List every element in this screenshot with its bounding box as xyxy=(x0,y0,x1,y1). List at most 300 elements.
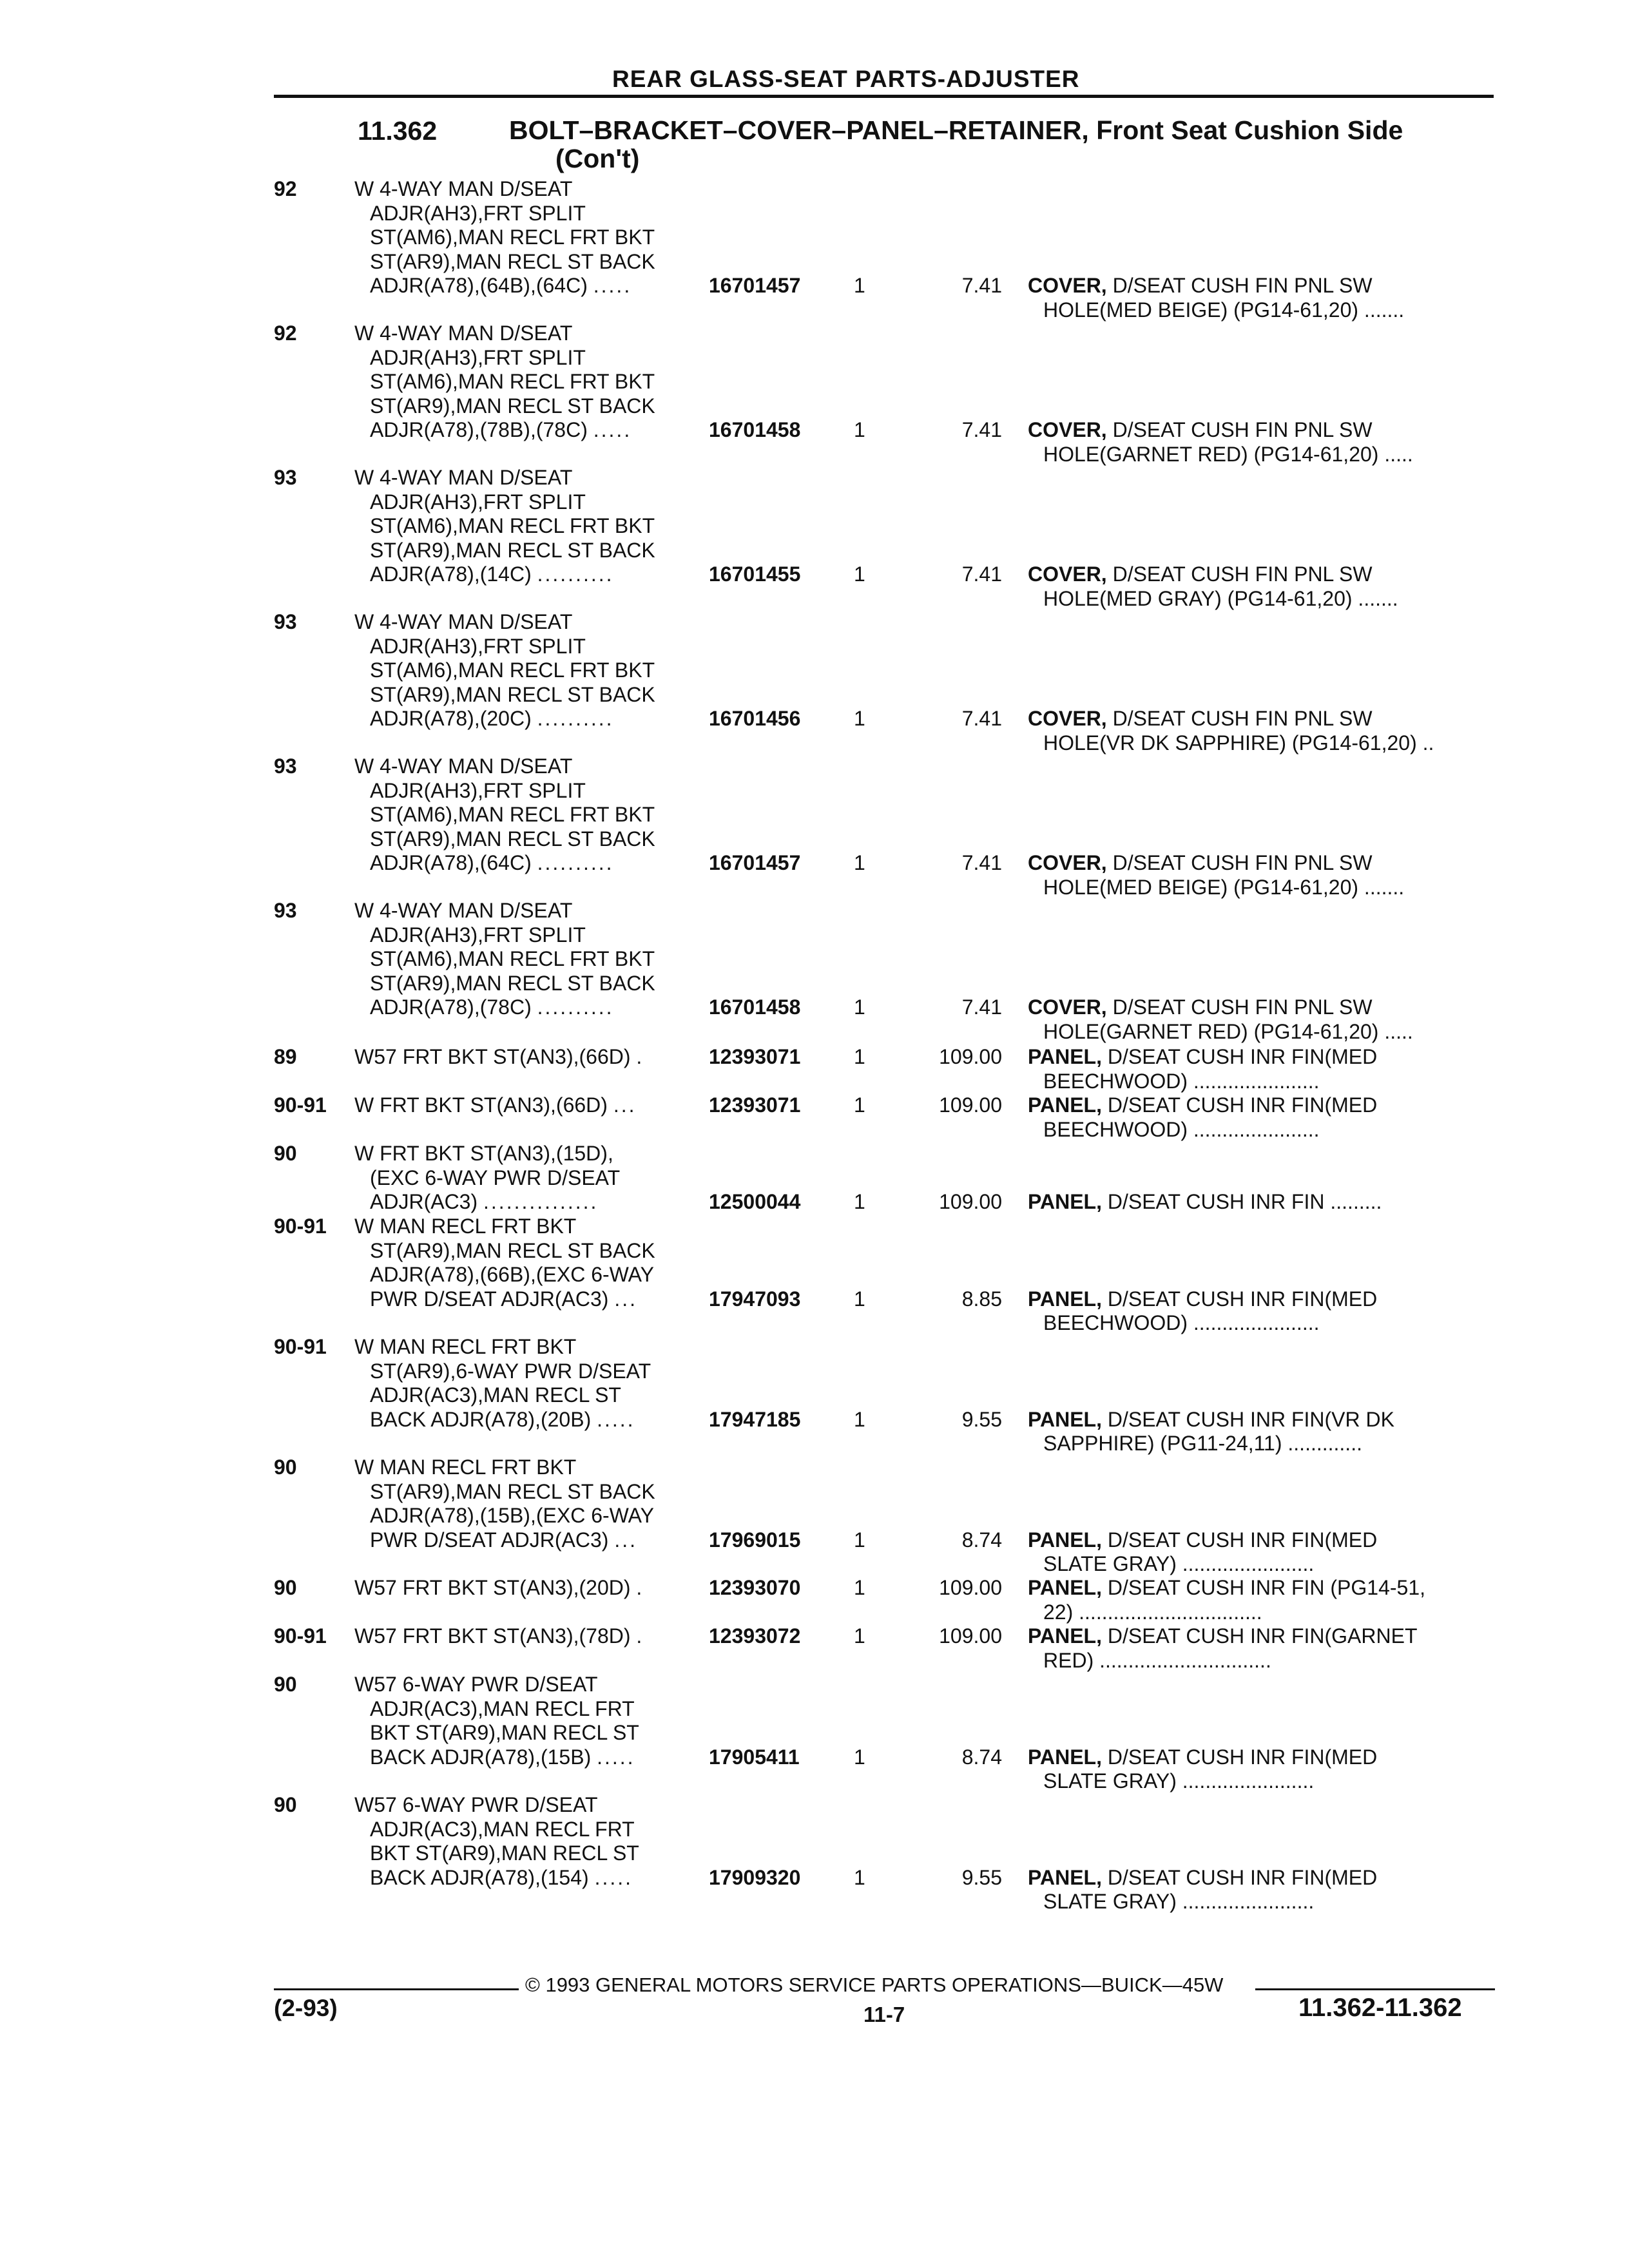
part-description xyxy=(1028,418,1505,466)
parts-row xyxy=(0,177,1629,322)
usage-text: W MAN RECL FRT BKT xyxy=(354,1456,577,1479)
usage-text: W MAN RECL FRT BKT xyxy=(354,1335,577,1358)
usage-description xyxy=(354,1673,702,1769)
leader-dots: ... xyxy=(613,1093,637,1117)
ref-number: 93 xyxy=(274,610,297,633)
quantity: 1 xyxy=(854,851,865,874)
part-line xyxy=(1028,1552,1505,1577)
usage-text: ST(AR9),6-WAY PWR D/SEAT xyxy=(370,1359,651,1383)
quantity: 1 xyxy=(854,1528,865,1552)
usage-line xyxy=(354,1673,702,1697)
usage-text: ST(AM6),MAN RECL FRT BKT xyxy=(370,514,655,537)
part-name: COVER, xyxy=(1028,995,1107,1019)
quantity: 1 xyxy=(854,1407,865,1431)
usage-description xyxy=(354,899,702,1020)
part-detail: D/SEAT CUSH FIN PNL SW xyxy=(1112,418,1373,441)
part-description xyxy=(1028,1624,1505,1673)
usage-line xyxy=(354,394,702,419)
usage-text: W 4-WAY MAN D/SEAT xyxy=(354,177,573,200)
leader-dots: ............... xyxy=(483,1190,599,1213)
leader-dots: .............................. xyxy=(1099,1648,1271,1672)
ref-number: 90 xyxy=(274,1456,297,1479)
part-number: 16701457 xyxy=(709,274,801,297)
part-detail-cont: HOLE(GARNET RED) (PG14-61,20) xyxy=(1043,442,1379,466)
usage-text: ST(AM6),MAN RECL FRT BKT xyxy=(370,658,655,682)
usage-line xyxy=(354,1866,702,1890)
part-detail: D/SEAT CUSH INR FIN(GARNET xyxy=(1107,1624,1418,1648)
usage-text: ST(AM6),MAN RECL FRT BKT xyxy=(370,803,655,826)
usage-line xyxy=(354,370,702,394)
part-detail-cont: SLATE GRAY) xyxy=(1043,1769,1177,1792)
usage-text: ADJR(AH3),FRT SPLIT xyxy=(370,201,586,225)
usage-description xyxy=(354,754,702,876)
part-line xyxy=(1028,1624,1505,1649)
part-number: 17909320 xyxy=(709,1865,801,1889)
part-detail: D/SEAT CUSH INR FIN (PG14-51, xyxy=(1107,1576,1425,1599)
price: 109.00 xyxy=(939,1190,1002,1213)
quantity: 1 xyxy=(854,1190,865,1213)
usage-text: W57 FRT BKT ST(AN3),(78D) xyxy=(354,1624,631,1648)
usage-text: ST(AR9),MAN RECL ST BACK xyxy=(370,394,655,418)
usage-line xyxy=(354,1287,702,1312)
price: 8.85 xyxy=(961,1287,1002,1311)
leader-dots: .......... xyxy=(537,995,614,1019)
usage-text: W57 FRT BKT ST(AN3),(20D) xyxy=(354,1576,631,1599)
usage-line xyxy=(354,610,702,635)
usage-line xyxy=(354,226,702,250)
part-line xyxy=(1028,562,1505,587)
parts-row xyxy=(0,899,1629,1044)
part-line xyxy=(1028,418,1505,443)
leader-dots: ..... xyxy=(593,418,632,441)
leader-dots: . xyxy=(636,1576,644,1599)
usage-line xyxy=(354,658,702,683)
usage-description xyxy=(354,1793,702,1890)
part-description xyxy=(1028,1866,1505,1914)
part-line xyxy=(1028,1890,1505,1914)
part-name: PANEL, xyxy=(1028,1745,1102,1769)
usage-line xyxy=(354,923,702,948)
leader-dots: .......... xyxy=(537,562,614,586)
part-number: 16701456 xyxy=(709,707,801,730)
usage-text: W 4-WAY MAN D/SEAT xyxy=(354,322,573,345)
usage-line xyxy=(354,972,702,996)
part-name: PANEL, xyxy=(1028,1576,1102,1599)
usage-text: W FRT BKT ST(AN3),(66D) xyxy=(354,1093,608,1117)
part-description xyxy=(1028,1408,1505,1456)
part-detail: D/SEAT CUSH INR FIN(MED xyxy=(1107,1865,1378,1889)
usage-line xyxy=(354,1166,702,1191)
part-detail-cont: 22) xyxy=(1043,1600,1074,1624)
part-detail: D/SEAT CUSH INR FIN(MED xyxy=(1107,1528,1378,1552)
quantity: 1 xyxy=(854,1624,865,1648)
price: 7.41 xyxy=(961,562,1002,586)
usage-line xyxy=(354,1576,702,1600)
part-detail: D/SEAT CUSH FIN PNL SW xyxy=(1112,995,1373,1019)
parts-row xyxy=(0,466,1629,611)
leader-dots: ....................... xyxy=(1182,1890,1315,1913)
part-line xyxy=(1028,995,1505,1020)
leader-dots: ...................... xyxy=(1193,1311,1320,1334)
footer-date: (2-93) xyxy=(274,1995,338,2021)
ref-number: 90 xyxy=(274,1142,297,1165)
usage-text: ADJR(AH3),FRT SPLIT xyxy=(370,490,586,514)
part-description xyxy=(1028,851,1505,899)
part-name: PANEL, xyxy=(1028,1045,1102,1068)
part-name: COVER, xyxy=(1028,274,1107,297)
usage-line xyxy=(354,346,702,370)
usage-line xyxy=(354,827,702,852)
part-line xyxy=(1028,707,1505,731)
part-number: 17905411 xyxy=(709,1745,800,1769)
usage-text: ST(AR9),MAN RECL ST BACK xyxy=(370,827,655,850)
usage-description xyxy=(354,1045,702,1070)
leader-dots: ... xyxy=(614,1528,637,1552)
usage-text: BACK ADJR(A78),(154) xyxy=(370,1865,589,1889)
part-detail: D/SEAT CUSH FIN PNL SW xyxy=(1112,851,1373,874)
leader-dots: ....... xyxy=(1358,586,1398,610)
usage-text: ST(AR9),MAN RECL ST BACK xyxy=(370,971,655,995)
part-line xyxy=(1028,443,1505,467)
ref-number: 93 xyxy=(274,466,297,489)
part-line xyxy=(1028,1745,1505,1770)
price: 109.00 xyxy=(939,1045,1002,1068)
part-description xyxy=(1028,1287,1505,1336)
part-description xyxy=(1028,1745,1505,1794)
usage-text: ADJR(AH3),FRT SPLIT xyxy=(370,634,586,658)
part-name: PANEL, xyxy=(1028,1624,1102,1648)
usage-line xyxy=(354,1215,702,1239)
usage-text: W 4-WAY MAN D/SEAT xyxy=(354,466,573,489)
usage-text: PWR D/SEAT ADJR(AC3) xyxy=(370,1528,609,1552)
part-name: COVER, xyxy=(1028,562,1107,586)
leader-dots: ..... xyxy=(1384,1019,1413,1043)
usage-line xyxy=(354,1190,702,1215)
part-detail: D/SEAT CUSH INR FIN(MED xyxy=(1107,1093,1378,1117)
leader-dots: ......... xyxy=(1330,1190,1382,1213)
parts-row xyxy=(0,1045,1629,1093)
usage-text: ST(AM6),MAN RECL FRT BKT xyxy=(370,947,655,970)
part-line xyxy=(1028,1118,1505,1142)
part-detail: D/SEAT CUSH INR FIN(MED xyxy=(1107,1287,1378,1311)
leader-dots: . xyxy=(636,1624,644,1648)
usage-line xyxy=(354,899,702,923)
leader-dots: ... xyxy=(614,1287,637,1311)
usage-description xyxy=(354,1624,702,1649)
usage-line xyxy=(354,851,702,876)
price: 9.55 xyxy=(961,1407,1002,1431)
usage-text: ADJR(AH3),FRT SPLIT xyxy=(370,345,586,369)
leader-dots: ..... xyxy=(1384,442,1413,466)
usage-line xyxy=(354,177,702,202)
parts-row xyxy=(0,1456,1629,1577)
part-line xyxy=(1028,1311,1505,1336)
footer-rule-right xyxy=(1255,1988,1495,1990)
usage-description xyxy=(354,1215,702,1311)
price: 8.74 xyxy=(961,1745,1002,1769)
usage-description xyxy=(354,1456,702,1552)
price: 7.41 xyxy=(961,995,1002,1019)
usage-line xyxy=(354,202,702,226)
usage-text: BACK ADJR(A78),(20B) xyxy=(370,1407,592,1431)
usage-description xyxy=(354,1142,702,1215)
ref-number: 92 xyxy=(274,177,297,200)
usage-line xyxy=(354,1528,702,1553)
usage-description xyxy=(354,466,702,587)
usage-line xyxy=(354,1093,702,1118)
ref-number: 90-91 xyxy=(274,1335,327,1358)
usage-text: ADJR(A78),(64C) xyxy=(370,851,532,874)
page-header: REAR GLASS-SEAT PARTS-ADJUSTER xyxy=(612,66,1080,92)
ref-number: 90-91 xyxy=(274,1624,327,1648)
price: 109.00 xyxy=(939,1576,1002,1599)
part-number: 16701458 xyxy=(709,418,801,441)
usage-line xyxy=(354,1335,702,1360)
usage-description xyxy=(354,610,702,731)
quantity: 1 xyxy=(854,1093,865,1117)
usage-text: ST(AM6),MAN RECL FRT BKT xyxy=(370,226,655,249)
part-line xyxy=(1028,1190,1505,1215)
part-detail-cont: SAPPHIRE) (PG11-24,11) xyxy=(1043,1432,1282,1455)
usage-line xyxy=(354,1480,702,1504)
ref-number: 89 xyxy=(274,1045,297,1068)
usage-text: ADJR(A78),(14C) xyxy=(370,562,532,586)
usage-line xyxy=(354,947,702,972)
quantity: 1 xyxy=(854,995,865,1019)
ref-number: 90-91 xyxy=(274,1093,327,1117)
part-line xyxy=(1028,1408,1505,1432)
usage-text: ST(AR9),MAN RECL ST BACK xyxy=(370,1238,655,1262)
usage-text: ADJR(A78),(66B),(EXC 6-WAY xyxy=(370,1263,654,1286)
usage-text: ADJR(AC3),MAN RECL FRT xyxy=(370,1817,635,1841)
usage-text: ADJR(A78),(78C) xyxy=(370,995,532,1019)
leader-dots: .......... xyxy=(537,851,614,874)
usage-text: ST(AR9),MAN RECL ST BACK xyxy=(370,249,655,273)
usage-line xyxy=(354,539,702,563)
part-number: 12393071 xyxy=(709,1045,801,1068)
usage-text: ADJR(AH3),FRT SPLIT xyxy=(370,923,586,947)
leader-dots: ...................... xyxy=(1193,1069,1320,1093)
usage-line xyxy=(354,1697,702,1722)
ref-number: 90 xyxy=(274,1576,297,1599)
usage-text: W57 FRT BKT ST(AN3),(66D) xyxy=(354,1045,631,1068)
usage-text: ST(AR9),MAN RECL ST BACK xyxy=(370,1479,655,1503)
parts-row xyxy=(0,1576,1629,1624)
usage-text: W FRT BKT ST(AN3),(15D), xyxy=(354,1142,613,1165)
leader-dots: .......... xyxy=(537,707,614,730)
usage-line xyxy=(354,635,702,659)
price: 109.00 xyxy=(939,1093,1002,1117)
part-line xyxy=(1028,587,1505,611)
part-description xyxy=(1028,1045,1505,1093)
usage-line xyxy=(354,803,702,827)
price: 109.00 xyxy=(939,1624,1002,1648)
quantity: 1 xyxy=(854,1576,865,1599)
part-number: 17947093 xyxy=(709,1287,801,1311)
part-detail: D/SEAT CUSH FIN PNL SW xyxy=(1112,274,1373,297)
footer-section-range: 11.362-11.362 xyxy=(1298,1994,1462,2022)
usage-line xyxy=(354,995,702,1020)
part-line xyxy=(1028,1866,1505,1890)
part-name: PANEL, xyxy=(1028,1865,1102,1889)
ref-number: 90 xyxy=(274,1673,297,1696)
usage-line xyxy=(354,490,702,515)
usage-line xyxy=(354,1745,702,1770)
footer-copyright: © 1993 GENERAL MOTORS SERVICE PARTS OPERATIONS—BUICK—45W xyxy=(525,1974,1224,1996)
usage-line xyxy=(354,1239,702,1264)
parts-row xyxy=(0,1673,1629,1794)
usage-line xyxy=(354,322,702,346)
usage-text: W 4-WAY MAN D/SEAT xyxy=(354,610,573,633)
usage-line xyxy=(354,250,702,274)
part-number: 17947185 xyxy=(709,1407,801,1431)
part-detail-cont: HOLE(VR DK SAPPHIRE) (PG14-61,20) xyxy=(1043,731,1417,754)
part-line xyxy=(1028,298,1505,323)
part-name: PANEL, xyxy=(1028,1190,1102,1213)
part-description xyxy=(1028,1093,1505,1142)
part-detail: D/SEAT CUSH FIN PNL SW xyxy=(1112,562,1373,586)
part-number: 12393072 xyxy=(709,1624,801,1648)
leader-dots: ....... xyxy=(1364,875,1405,899)
part-line xyxy=(1028,1649,1505,1673)
quantity: 1 xyxy=(854,1865,865,1889)
parts-row xyxy=(0,1793,1629,1914)
part-description xyxy=(1028,274,1505,322)
ref-number: 90 xyxy=(274,1793,297,1816)
part-description xyxy=(1028,562,1505,611)
part-description xyxy=(1028,707,1505,755)
part-detail-cont: RED) xyxy=(1043,1648,1094,1672)
part-line xyxy=(1028,1600,1505,1625)
usage-text: W MAN RECL FRT BKT xyxy=(354,1215,577,1238)
usage-line xyxy=(354,1624,702,1649)
part-detail-cont: HOLE(MED BEIGE) (PG14-61,20) xyxy=(1043,298,1359,322)
usage-text: ST(AR9),MAN RECL ST BACK xyxy=(370,538,655,562)
usage-text: W 4-WAY MAN D/SEAT xyxy=(354,899,573,922)
part-name: COVER, xyxy=(1028,707,1107,730)
part-line xyxy=(1028,274,1505,298)
usage-text: (EXC 6-WAY PWR D/SEAT xyxy=(370,1166,621,1189)
part-line xyxy=(1028,1070,1505,1094)
part-line xyxy=(1028,1093,1505,1118)
parts-row xyxy=(0,322,1629,466)
usage-text: ADJR(AC3),MAN RECL ST xyxy=(370,1383,621,1407)
ref-number: 93 xyxy=(274,899,297,922)
part-detail-cont: SLATE GRAY) xyxy=(1043,1552,1177,1575)
part-number: 12393071 xyxy=(709,1093,801,1117)
price: 7.41 xyxy=(961,851,1002,874)
quantity: 1 xyxy=(854,707,865,730)
part-line xyxy=(1028,731,1505,756)
part-detail: D/SEAT CUSH FIN PNL SW xyxy=(1112,707,1373,730)
leader-dots: ....................... xyxy=(1182,1552,1315,1575)
part-description xyxy=(1028,995,1505,1044)
quantity: 1 xyxy=(854,562,865,586)
part-number: 16701455 xyxy=(709,562,801,586)
part-line xyxy=(1028,1020,1505,1044)
part-description xyxy=(1028,1576,1505,1624)
usage-line xyxy=(354,1383,702,1408)
usage-line xyxy=(354,1504,702,1528)
usage-text: ST(AR9),MAN RECL ST BACK xyxy=(370,682,655,706)
usage-text: BKT ST(AR9),MAN RECL ST xyxy=(370,1721,639,1744)
usage-line xyxy=(354,1408,702,1432)
quantity: 1 xyxy=(854,418,865,441)
usage-line xyxy=(354,1142,702,1166)
leader-dots: ....................... xyxy=(1182,1769,1315,1792)
part-number: 12393070 xyxy=(709,1576,801,1599)
parts-row xyxy=(0,1093,1629,1142)
leader-dots: . xyxy=(636,1045,644,1068)
part-line xyxy=(1028,1769,1505,1794)
parts-row xyxy=(0,1335,1629,1456)
part-line xyxy=(1028,1528,1505,1553)
price: 7.41 xyxy=(961,707,1002,730)
usage-text: ADJR(AC3),MAN RECL FRT xyxy=(370,1696,635,1720)
price: 8.74 xyxy=(961,1528,1002,1552)
part-line xyxy=(1028,1045,1505,1070)
parts-row xyxy=(0,610,1629,755)
usage-text: ADJR(A78),(20C) xyxy=(370,707,532,730)
part-detail-cont: BEECHWOOD) xyxy=(1043,1069,1188,1093)
usage-text: W 4-WAY MAN D/SEAT xyxy=(354,754,573,778)
quantity: 1 xyxy=(854,274,865,297)
footer-rule-left xyxy=(274,1988,519,1990)
footer-page-number: 11-7 xyxy=(863,2003,905,2026)
part-number: 12500044 xyxy=(709,1190,801,1213)
part-detail-cont: HOLE(MED BEIGE) (PG14-61,20) xyxy=(1043,875,1359,899)
section-number: 11.362 xyxy=(358,116,438,146)
part-detail-cont: HOLE(MED GRAY) (PG14-61,20) xyxy=(1043,586,1353,610)
usage-line xyxy=(354,514,702,539)
usage-line xyxy=(354,1263,702,1287)
usage-line xyxy=(354,466,702,490)
leader-dots: ...................... xyxy=(1193,1117,1320,1141)
usage-description xyxy=(354,322,702,443)
price: 7.41 xyxy=(961,274,1002,297)
usage-text: ADJR(A78),(78B),(78C) xyxy=(370,418,588,441)
quantity: 1 xyxy=(854,1045,865,1068)
price: 9.55 xyxy=(961,1865,1002,1889)
usage-text: W57 6-WAY PWR D/SEAT xyxy=(354,1673,598,1696)
usage-description xyxy=(354,1335,702,1432)
usage-line xyxy=(354,418,702,443)
leader-dots: ..... xyxy=(593,274,632,297)
leader-dots: ................................ xyxy=(1079,1600,1262,1624)
part-name: PANEL, xyxy=(1028,1528,1102,1552)
section-title-cont: (Con't) xyxy=(555,144,640,173)
usage-line xyxy=(354,1456,702,1480)
part-line xyxy=(1028,1287,1505,1312)
part-line xyxy=(1028,851,1505,876)
usage-line xyxy=(354,1841,702,1866)
part-detail-cont: HOLE(GARNET RED) (PG14-61,20) xyxy=(1043,1019,1379,1043)
ref-number: 92 xyxy=(274,322,297,345)
usage-text: ADJR(AC3) xyxy=(370,1190,478,1213)
usage-line xyxy=(354,754,702,779)
part-description xyxy=(1028,1528,1505,1577)
ref-number: 93 xyxy=(274,754,297,778)
quantity: 1 xyxy=(854,1287,865,1311)
part-line xyxy=(1028,1576,1505,1600)
price: 7.41 xyxy=(961,418,1002,441)
leader-dots: ............. xyxy=(1287,1432,1362,1455)
usage-text: BACK ADJR(A78),(15B) xyxy=(370,1745,592,1769)
part-detail: D/SEAT CUSH INR FIN(MED xyxy=(1107,1745,1378,1769)
part-description xyxy=(1028,1190,1505,1215)
part-detail: D/SEAT CUSH INR FIN(MED xyxy=(1107,1045,1378,1068)
part-name: PANEL, xyxy=(1028,1407,1102,1431)
